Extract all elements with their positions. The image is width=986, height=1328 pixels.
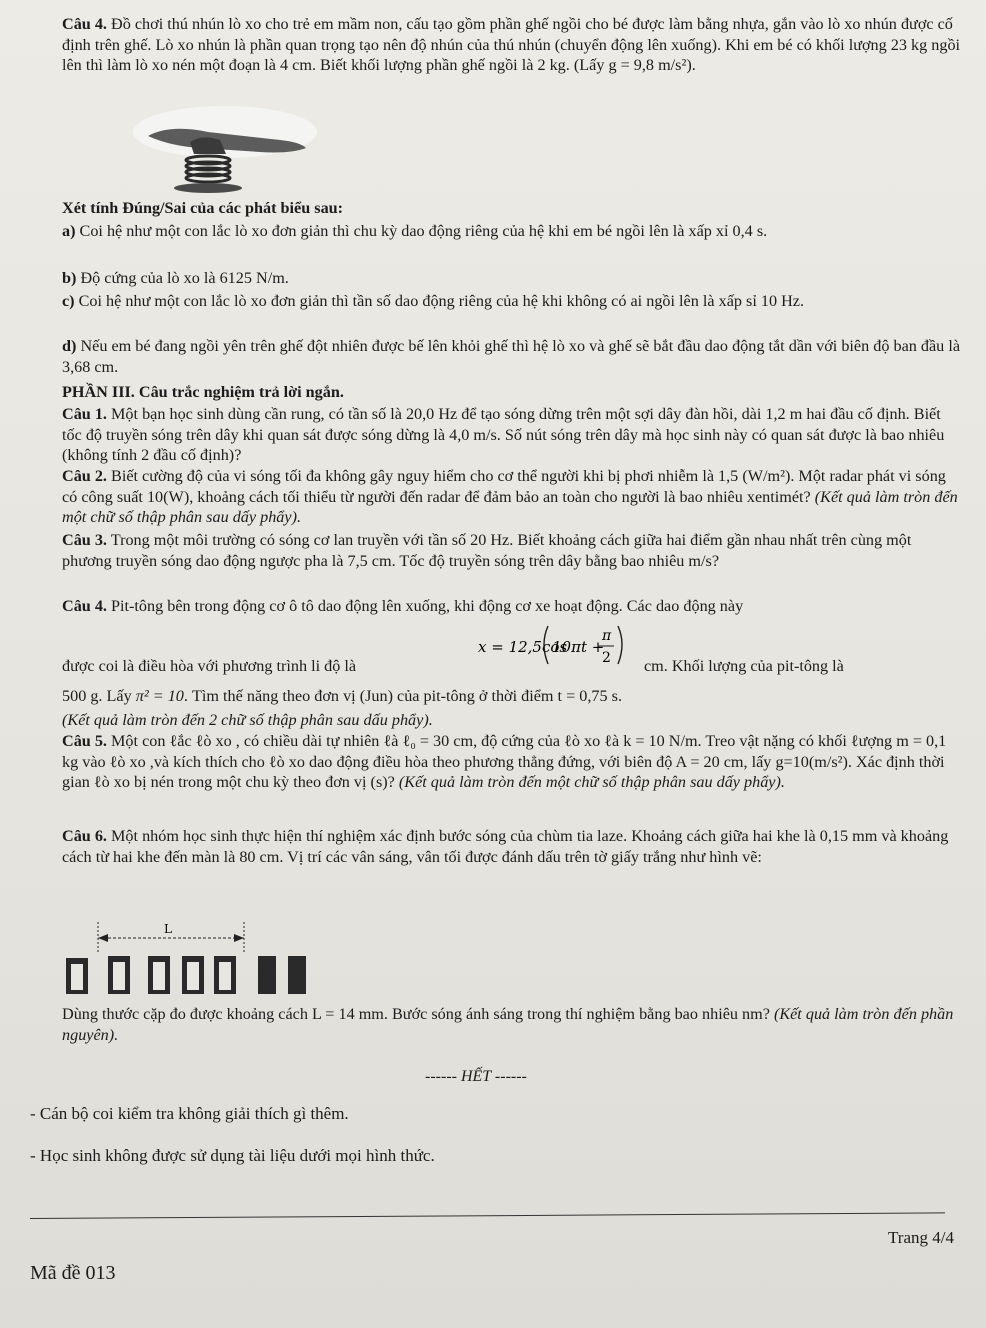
short-question-4-text2: được coi là điều hòa với phương trình li độ là — [62, 657, 357, 675]
pi-squared: π² = 10 — [135, 687, 184, 705]
short-question-4-note — [62, 710, 962, 731]
short-question-5-note: (Kết quả làm tròn đến một chữ số thập phân sau dấy phẩy). — [398, 773, 785, 791]
statement-a — [62, 221, 962, 242]
short-question-5 — [62, 731, 962, 793]
short-question-4-line2 — [62, 656, 482, 677]
statement-c-label: c) — [62, 292, 75, 310]
footer-note-1: - Cán bộ coi kiểm tra không giải thích gì thêm. — [30, 1104, 349, 1123]
short-question-6-text2: Dùng thước cặp đo được khoảng cách L = 14 mm. Bước sóng ánh sáng trong thí nghiệm bằng bao nhiêu nm? — [62, 1005, 770, 1023]
end-of-exam-mark: ------ HẾT ------ — [425, 1068, 527, 1085]
short-question-3-title: Câu 3. — [62, 531, 107, 549]
short-question-6-continued — [62, 1004, 962, 1045]
short-question-4-title: Câu 4. — [62, 597, 107, 615]
statement-c — [62, 291, 962, 312]
short-question-1-title: Câu 1. — [62, 405, 107, 423]
displacement-formula — [478, 616, 638, 672]
short-question-4-line1 — [62, 596, 962, 617]
statement-d-text: Nếu em bé đang ngồi yên trên ghế đột nhiên được bế lên khỏi ghế thì hệ lò xo và ghế sẽ bắt đầu dao động tắt dần với biên độ ban đầu là 3,68 cm. — [62, 337, 961, 376]
statement-b-label: b) — [62, 269, 77, 287]
short-question-1-text: Một bạn học sinh dùng cần rung, có tần số là 20,0 Hz để tạo sóng dừng trên một sợi dây đàn hồi, dài 1,2 m hai đầu cố định. Biết tốc độ truyền sóng trên dây khi quan sát được sóng dừng là 4,0 m/s. Số nút sóng trên dây mà học sinh này có quan sát được là bao nhiêu (không tính 2 đầu cố định)? — [62, 405, 945, 464]
question-4-text: Đồ chơi thú nhún lò xo cho trẻ em mầm non, cấu tạo gồm phần ghế ngồi cho bé được làm bằng nhựa, gắn vào lò xo nhún được cố định trên ghế. Lò xo nhún là phần quan trọng tạo nên độ nhún của thú nhún (chuyển động lên xuống). Khi em bé có khối lượng 23 kg ngồi lên thì làm lò xo nén một đoạn là 4 cm. Biết khối lượng phần ghế ngồi là 2 kg. (Lấy g = 9,8 m/s²). — [62, 15, 961, 74]
short-question-6-note: (Kết quả làm tròn đến phần nguyên). — [62, 1005, 954, 1044]
short-question-5-text: Một con ℓắc ℓò xo , có chiều dài tự nhiên ℓà ℓ₀ = 30 cm, độ cứng của ℓò xo ℓà k = 10 N/m. Treo vật nặng có khối ℓượng m = 0,1 kg vào ℓò xo ,và kích thích cho ℓò xo dao động điều hòa theo phương thẳng đứng, với biên độ A = 20 cm, lấy g=10(m/s²). Xác định thời gian ℓò xo bị nén trong một chu kỳ theo đơn vị (s)? — [62, 732, 947, 791]
short-question-2-title: Câu 2. — [62, 467, 107, 485]
formula-argument: 10πt + — [552, 638, 605, 656]
short-question-2-note: (Kết quả làm tròn đến một chữ số thập phân sau dấy phẩy). — [62, 487, 958, 526]
fringe-label: L — [164, 922, 172, 936]
formula-pi: π — [602, 628, 612, 644]
short-question-3 — [62, 530, 962, 571]
short-question-2 — [62, 466, 962, 528]
question-4-title: Câu 4. — [62, 15, 107, 33]
short-question-5-title: Câu 5. — [62, 732, 107, 750]
statement-d-label: d) — [62, 337, 77, 355]
footer-note-2: - Học sinh không được sử dụng tài liệu dưới mọi hình thức. — [30, 1146, 435, 1165]
statement-c-text: Coi hệ như một con lắc lò xo đơn giản thì tần số dao động riêng của hệ khi không có ai ngồi lên là xấp sỉ 10 Hz. — [78, 292, 805, 310]
true-false-heading — [62, 198, 962, 219]
statement-a-label: a) — [62, 222, 76, 240]
short-question-6-title: Câu 6. — [62, 827, 107, 845]
question-4-block — [62, 14, 962, 76]
part-3-text: PHẦN III. Câu trắc nghiệm trả lời ngắn. — [62, 383, 344, 401]
fringe-marks — [66, 956, 306, 994]
short-question-4-text4a: 500 g. Lấy — [62, 687, 132, 705]
heading-text: Xét tính Đúng/Sai của các phát biểu sau: — [62, 199, 344, 217]
exam-code: Mã đề 013 — [30, 1262, 116, 1284]
footer-divider — [30, 1212, 945, 1219]
fringe-pattern-figure — [62, 920, 322, 1004]
statement-b — [62, 268, 962, 289]
short-question-4-line3 — [62, 686, 962, 707]
formula-denominator: 2 — [602, 650, 611, 666]
spring-rocker-illustration — [130, 102, 320, 194]
page-number: Trang 4/4 — [888, 1228, 954, 1247]
short-question-4-line2b — [644, 656, 954, 677]
short-question-6-text: Một nhóm học sinh thực hiện thí nghiệm xác định bước sóng của chùm tia laze. Khoảng cách giữa hai khe là 0,15 mm và khoảng cách từ hai khe đến màn là 80 cm. Vị trí các vân sáng, vân tối được đánh dấu trên tờ giấy trắng như hình vẽ: — [62, 827, 949, 866]
short-question-1 — [62, 404, 962, 466]
short-question-6 — [62, 826, 962, 867]
statement-a-text: Coi hệ như một con lắc lò xo đơn giản thì chu kỳ dao động riêng của hệ khi em bé ngồi lên là xấp xỉ 0,4 s. — [79, 222, 768, 240]
short-question-4-note-text: (Kết quả làm tròn đến 2 chữ số thập phân sau dấu phẩy). — [62, 711, 433, 729]
statement-b-text: Độ cứng của lò xo là 6125 N/m. — [80, 269, 289, 287]
part-3-heading — [62, 382, 962, 403]
short-question-4-text3: cm. Khối lượng của pit-tông là — [644, 657, 844, 675]
statement-d — [62, 336, 962, 377]
short-question-4-text1: Pit-tông bên trong động cơ ô tô dao động lên xuống, khi động cơ xe hoạt động. Các dao động này — [111, 597, 744, 615]
short-question-4-text4b: . Tìm thế năng theo đơn vị (Jun) của pit-tông ở thời điểm t = 0,75 s. — [183, 687, 622, 705]
formula-lhs: x = 12,5cos — [478, 638, 568, 656]
short-question-3-text: Trong một môi trường có sóng cơ lan truyền với tần số 20 Hz. Biết khoảng cách giữa hai điểm gần nhau nhất trên cùng một phương truyền sóng dao động ngược pha là 7,5 cm. Tốc độ truyền sóng trên dây bằng bao nhiêu m/s? — [62, 531, 912, 570]
short-question-2-text: Biết cường độ của vi sóng tối đa không gây nguy hiểm cho cơ thể người khi bị phơi nhiễm là 1,5 (W/m²). Một radar phát vi sóng có công suất 10(W), khoảng cách tối thiểu từ người đến radar để đảm bảo an toàn cho người là bao nhiêu xentimét? — [62, 467, 946, 506]
